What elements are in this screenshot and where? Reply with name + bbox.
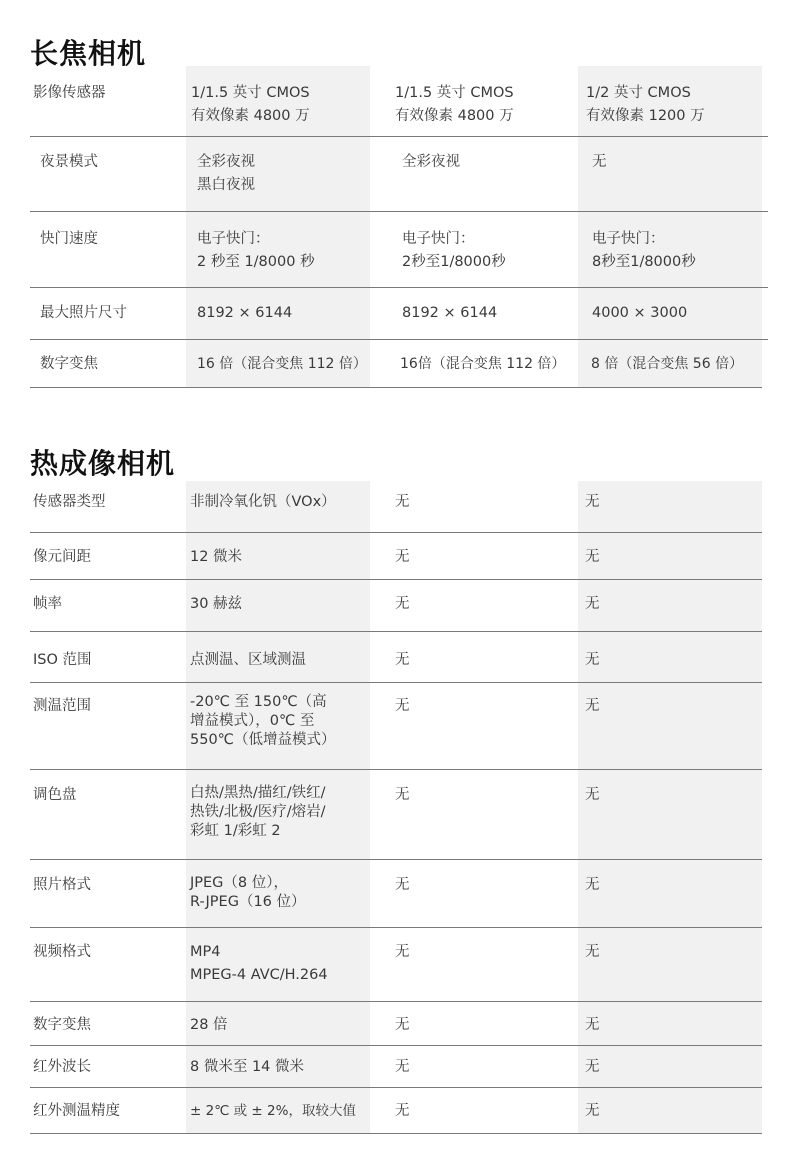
cell-value: 无: [395, 494, 410, 510]
cell-value: 无: [578, 928, 762, 1001]
cell-value: MP4 MPEG-4 AVC/H.264: [186, 928, 370, 1001]
table-row: [0, 860, 790, 927]
cell-value: 电子快门： 2秒至1/8000秒: [402, 231, 506, 270]
row-label: 红外测温精度: [33, 1103, 120, 1119]
table-row: [0, 632, 790, 682]
cell-value: 无: [578, 632, 762, 682]
cell-value: 1/1.5 英寸 CMOS 有效像素 4800 万: [395, 85, 514, 124]
cell-value: 无: [578, 137, 762, 211]
table-row: [0, 340, 790, 387]
row-label: 红外波长: [33, 1059, 91, 1075]
row-label: 夜景模式: [40, 154, 98, 170]
cell-value: 无: [395, 549, 410, 565]
row-divider: [30, 387, 762, 388]
table-row: [0, 770, 790, 859]
row-label: 照片格式: [33, 877, 91, 893]
cell-value: 无: [395, 1017, 410, 1033]
table-row: [0, 137, 790, 211]
cell-value: -20℃ 至 150℃（高 增益模式），0℃ 至 550℃（低增益模式）: [186, 683, 370, 769]
cell-value: 1/1.5 英寸 CMOS 有效像素 4800 万: [186, 66, 370, 136]
cell-value: 无: [395, 787, 410, 803]
cell-value: 无: [578, 860, 762, 927]
cell-value: 全彩夜视 黑白夜视: [186, 137, 370, 211]
cell-value: 无: [395, 652, 410, 668]
cell-value: 28 倍: [186, 1002, 370, 1045]
cell-value: 无: [578, 683, 762, 769]
row-label: 帧率: [33, 596, 62, 612]
cell-value: 30 赫兹: [186, 580, 370, 631]
cell-value: 无: [395, 698, 410, 714]
cell-value: 8192 × 6144: [402, 305, 498, 321]
cell-value: 无: [578, 481, 762, 532]
cell-value: 非制冷氧化钒（VOx）: [186, 481, 370, 532]
row-label: ISO 范围: [33, 652, 92, 668]
cell-value: 全彩夜视: [402, 154, 460, 170]
cell-value: 电子快门： 2 秒至 1/8000 秒: [186, 212, 370, 287]
cell-value: 白热/黑热/描红/铁红/ 热铁/北极/医疗/熔岩/ 彩虹 1/彩虹 2: [186, 770, 370, 859]
cell-value: 12 微米: [186, 533, 370, 579]
row-label: 像元间距: [33, 549, 91, 565]
cell-value: 无: [578, 580, 762, 631]
cell-value: 8192 × 6144: [186, 288, 370, 339]
cell-value: 16倍（混合变焦 112 倍）: [400, 356, 566, 372]
cell-value: 无: [578, 533, 762, 579]
cell-value: 无: [578, 1002, 762, 1045]
table-row: [0, 212, 790, 287]
row-label: 最大照片尺寸: [40, 305, 127, 321]
row-label: 调色盘: [33, 787, 77, 803]
row-divider: [30, 1133, 762, 1134]
table-row: [0, 481, 790, 532]
cell-value: 8 微米至 14 微米: [186, 1046, 370, 1087]
table-row: [0, 1046, 790, 1087]
row-label: 视频格式: [33, 944, 91, 960]
cell-value: 点测温、区域测温: [186, 632, 370, 682]
table-row: [0, 533, 790, 579]
table-row: [0, 580, 790, 631]
table-row: [0, 683, 790, 769]
row-label: 传感器类型: [33, 494, 106, 510]
table-row: [0, 1002, 790, 1045]
cell-value: 无: [578, 770, 762, 859]
cell-value: 无: [395, 944, 410, 960]
row-label: 数字变焦: [33, 1017, 91, 1033]
cell-value: 16 倍（混合变焦 112 倍）: [186, 340, 370, 387]
cell-value: 无: [578, 1046, 762, 1087]
cell-value: 无: [395, 596, 410, 612]
cell-value: 4000 × 3000: [578, 288, 762, 339]
cell-value: 无: [578, 1088, 762, 1133]
table-row: [0, 928, 790, 1001]
cell-value: 无: [395, 1103, 410, 1119]
tele-section-title: 长焦相机: [30, 37, 147, 70]
cell-value: 无: [395, 877, 410, 893]
row-label: 影像传感器: [33, 85, 106, 101]
cell-value: JPEG（8 位）， R-JPEG（16 位）: [186, 860, 370, 927]
row-label: 数字变焦: [40, 356, 98, 372]
cell-value: 1/2 英寸 CMOS 有效像素 1200 万: [578, 66, 762, 136]
cell-value: 8 倍（混合变焦 56 倍）: [578, 340, 762, 387]
cell-value: 电子快门： 8秒至1/8000秒: [578, 212, 762, 287]
table-row: [0, 66, 790, 136]
table-row: [0, 1088, 790, 1133]
row-label: 测温范围: [33, 698, 91, 714]
cell-value: 无: [395, 1059, 410, 1075]
cell-value: ± 2℃ 或 ± 2%，取较大值: [186, 1088, 370, 1133]
table-row: [0, 288, 790, 339]
row-label: 快门速度: [40, 231, 98, 247]
thermal-section-title: 热成像相机: [30, 447, 176, 480]
